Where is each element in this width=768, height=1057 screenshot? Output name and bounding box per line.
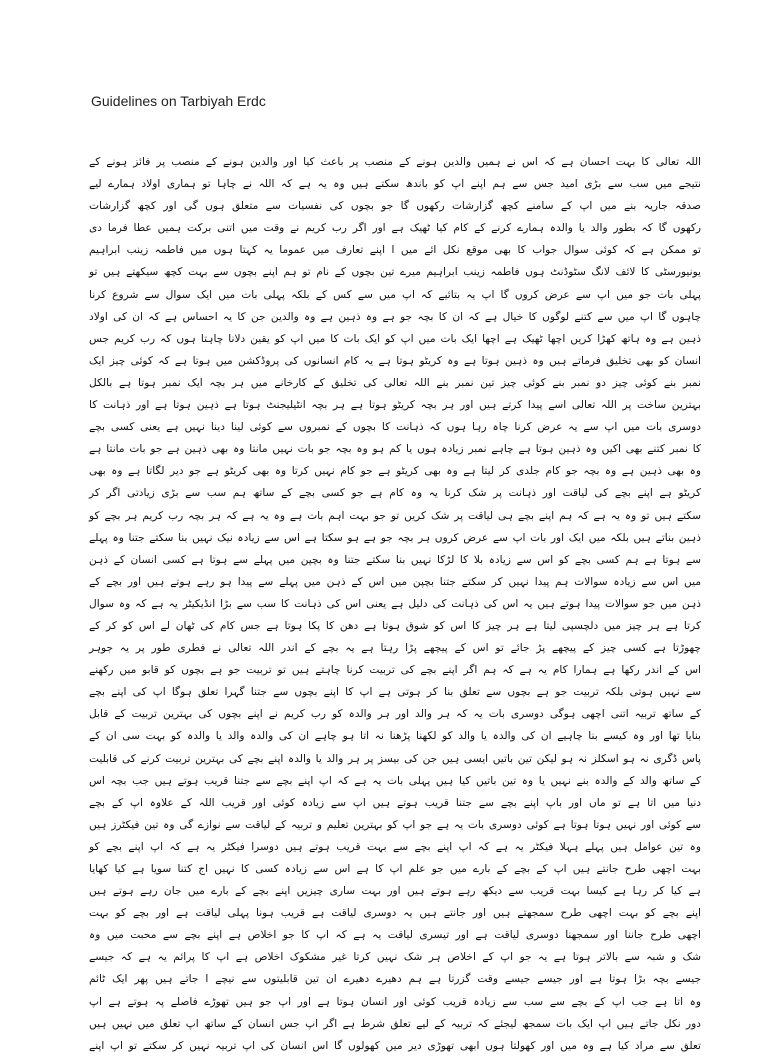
paragraph-line: یونیورسٹی کا لائف لانگ سٹوڈنٹ ہوں فاطمہ زینب ابراہیم میرے تین بچوں کے نام تو ہم اپنے بچوں سے بہت کچھ سیکھتے ہیں تو	[89, 266, 701, 279]
paragraph-line: پاس ڈگری نہ ہو اسکلز نہ ہو لیکن تین باتیں ایسی ہیں جن کی بیسز پر ہر والد یا والدہ اپنے بچے کی بہترین تربیت کرنے کی قابلیت	[89, 752, 701, 765]
paragraph-line: جیسے بچہ بڑا ہوتا ہے اور جیسے جیسے وقت گزرتا ہے ہم دھیرے دھیرے ان تین قابلیتوں سے نیچے ا جاتے ہیں پھر ایک ٹائم	[89, 973, 701, 986]
paragraph-line: اس کے اندر رکھا ہے ہمارا کام یہ ہے کہ ہم اگر اپنے بچے کی تربیت کرنا چاہتے ہیں تو تربیت جو ہے بچوں کو قابو میں رکھنے	[89, 664, 701, 677]
paragraph-line: سے ہوتا ہے ہم کسی بچے کو اس سے زیادہ بلا کا لڑکا نہیں بنا سکتے جتنا وہ بچپن میں پہلے سے ہوتا ہے کسی انسان کے ذہن	[89, 553, 701, 566]
paragraph-line: شک و شبہ سے بالاتر ہوتا ہے یہ جو اپ کے اخلاص ہر شک نہیں کرتا غیر مشکوک اخلاص ہے اپ کا پرائم یہ ہے کہ جیسے	[89, 951, 701, 964]
paragraph-line: انسان کو بھی تخلیق فرماتے ہیں وہ ذہین ہوتا ہے وہ کریٹو ہوتا ہے یہ کام انسانوں کی پروڈکشن میں ہوتا ہے کہ کوئی چیز ایک	[89, 354, 701, 367]
paragraph-line: رکھوں گا کہ بطور والد یا والدہ ہمارے کرنے کے کام کیا ٹھیک ہے اور اگر رب کریم نے وقت میں اتنی برکت ہمیں عطا فرما دی	[89, 222, 701, 235]
paragraph-line: کے ساتھ تربیہ اتنی اچھی ہوگی دوسری بات یہ کہ ہر والد اور ہر والدہ کو رب کریم نے اپنے بچوں کی بہترین تربیت کے قابل	[89, 708, 701, 721]
paragraph-line: کا نمبر کتنے بھی اکیں وہ ذہین ہوتا ہے چاہے نمبر زیادہ ہوں یا کم ہو وہ بچہ جو بات نہیں مانتا وہ بھی ذہین ہے جو بات مانتا ہے	[89, 443, 701, 456]
paragraph-line: سکتے ہیں تو وہ یہ ہے کہ ہم اپنے بچے ہی لیاقت پر شک کریں تو جو بہت اہم بات ہے وہ یہ ہے کہ ہر بچہ رب کریم ہر بچے کو	[89, 509, 701, 522]
paragraph-line: اپنے بچے کو بہت اچھی طرح سمجھتے ہیں اور جانتے ہیں یہ دوسری لیاقت ہے قریب ہونا پہلی لیاقت ہے اور بچے کو بہت	[89, 907, 701, 920]
paragraph-line: میں اس سے زیادہ سوالات ہم پیدا نہیں کر سکتے جتنا بچپن میں اس کے ذہن میں پہلے سے پیدا ہو رہے ہوتے ہیں اور بچے کے	[89, 575, 701, 588]
paragraph-line: صدقہ جاریہ بنے میں اپ کے سامنے کچھ گزارشات رکھوں گا جو بچوں کی نفسیات سے متعلق ہوں گی اور کچھ گزارشات	[89, 200, 701, 213]
paragraph-line: تعلق سے مراد کیا ہے وہ میں اور کھولتا ہوں ابھی تھوڑی دیر میں کھولوں گا اس انسان کی اپ تربیہ نہیں کر سکتے تو اپ اپنے	[89, 1039, 701, 1052]
paragraph-line: چھوڑتا ہے کسی چیز کے پیچھے پڑ جائے تو اس کے پیچھے پڑا رہتا ہے یہ بچے کے اندر اللہ تعالی نے فطری طور پر یہ جوہر	[89, 642, 701, 655]
paragraph-line: تو ممکن ہے کہ کوئی سوال جواب کا بھی موقع نکل ائے میں ا اپنے تعارف میں عموما یہ کہتا ہوں میں فاطمہ زینب ابراہیم	[89, 244, 701, 257]
paragraph-line: بہترین ساخت پر اللہ تعالی اسے پیدا کرتے ہیں اور ہر بچہ کریٹو ہوتا ہے ہر بچہ انٹیلیجنٹ ہوتا ہے ذہین ہوتا ہے اور ذہانت کا	[89, 399, 701, 412]
paragraph-line: ذہن میں جو سوالات پیدا ہوتے ہیں یہ اس کی ذہانت کی دلیل ہے یعنی اس کی ذہانت کا سب سے بڑا انڈیکیٹر یہ ہے کہ وہ سوال	[89, 597, 701, 610]
paragraph-line: نمبر بنے کوئی چیز دو نمبر بنے کوئی چیز تین نمبر بنے اللہ تعالی کی تخلیق کے کارخانے میں ہر بچہ ایک نمبر ہوتا ہے بالکل	[89, 376, 701, 389]
paragraph-line: دور نکل جاتے ہیں اپ ایک بات سمجھ لیجئے کہ تربیہ کے لیے تعلق شرط ہے اگر اپ جس انسان کے ساتھ اپ تعلق میں نہیں ہیں	[89, 1017, 701, 1030]
paragraph-line: دوسری بات میں اپ سے یہ عرض کرنا چاہ رہا ہوں کہ ذہانت کا بچوں کے نمبروں سے کوئی لینا دینا نہیں ہے یعنی کسی بچے	[89, 421, 701, 434]
paragraph-line: وہ تین عوامل ہیں پہلے ہہلا فیکٹر یہ ہے کہ اپ اپنے بچے سے بہت قریب ہوتے ہیں دوسرا فیکٹر یہ ہے کہ اپ اپنے بچے کو	[89, 840, 701, 853]
paragraph-line: وہ بھی ذہین ہے وہ بچہ جو کام جلدی کر لیتا ہے وہ بھی کریٹو ہے جو کام نہیں کرتا وہ بھی کریٹو ہے جو دیر لگاتا ہے وہ بھی	[89, 465, 701, 478]
paragraph-line: ہے کیا کر رہا ہے کیسا بہت قریب سے دیکھ رہے ہوتے ہیں اور بہت ساری چیزیں اپنے بچے کے بارے میں جان رہے ہوتے ہیں	[89, 885, 701, 898]
paragraph-line: کرتا ہے ہر چیز میں دلچسپی لیتا ہے ہر چیز کا اس کو شوق ہوتا ہے دھن کا پکا ہوتا ہے جس کام کی ٹھان لے اس کو کر کے	[89, 619, 701, 632]
paragraph-line: پہلی بات جو میں اپ سے عرض کروں گا اپ یہ بتائیے کہ اپ میں سے کس کے بلکہ پہلی بات میں ایک سوال سے شروع کرنا	[89, 288, 701, 301]
paragraph-line: سے کوئی اور نہیں ہوتا ہوتا ہے کوئی دوسری بات یہ ہے جو اپ کو بہترین تعلیم و تربیہ کے لیاقت سے نوازے گی وہ تین فیکٹرز ہیں	[89, 818, 701, 831]
paragraph-line: چاہوں گا اپ میں سے کتنے لوگوں کا خیال ہے کہ ان کا بچہ جو ہے وہ ذہین ہے وہ والدین جن کا یہ احساس ہے کہ ان کی اولاد	[89, 310, 701, 323]
paragraph-line: دنیا میں اتا ہے تو ماں اور باپ اپنے بچے سے جتنا قریب ہوتے ہیں اپ سے زیادہ کوئی اور قریب اللہ کے علاوہ اپ کے بچے	[89, 796, 701, 809]
paragraph-line: ذہین بناتے ہیں بلکہ میں ایک اور بات اپ سے عرض کروں ہر بچہ جو ہے ہو سکتا ہے اس سے زیادہ نیک نہیں بنا سکتے جتنا وہ پہلے	[89, 531, 701, 544]
paragraph-line: اچھی طرح جاننا اور سمجھنا دوسری لیاقت ہے اور تیسری لیاقت یہ ہے کہ اپ کا جو اخلاص ہے اپنے بچے سے محبت میں وہ	[89, 929, 701, 942]
paragraph-line: سے نہیں ہوتی بلکہ تربیت جو ہے بچوں سے تعلق بنا کر ہوتی ہے اپ کا اپنے بچوں سے جتنا گہرا تعلق ہوگا اپ کی اپنے بچے	[89, 686, 701, 699]
paragraph-line: کریٹو ہے اپنے بچے کی لیاقت اور ذہانت پر شک کرنا یہ وہ کام ہے جو کسی بچے کے ساتھ ہم سب سے بڑی زیادتی اگر کر	[89, 487, 701, 500]
paragraph-line: بنایا تھا اور وہ کیسے بنا چاہیے ان کی والدہ یا والد کو لکھنا پڑھنا نہ اتا ہو چاہے ان کی والدہ والد یا والدہ کو بہت سی ان کے	[89, 730, 701, 743]
paragraph-line: بہت اچھی طرح جانتے ہیں اپ کے بچے کے بارے میں جو علم اپ کا ہے اس سے زیادہ کسی کا نہیں اج کتنا سویا ہے کیا کھایا	[89, 863, 701, 875]
document-title: Guidelines on Tarbiyah Erdc	[91, 93, 266, 109]
paragraph-line: وہ اتا ہے جب اپ کے بچے سے سب سے زیادہ قریب کوئی اور انسان ہوتا ہے اور اپ جو ہیں تھوڑے فاصلے پہ ہوتے ہے اپ	[89, 995, 701, 1008]
paragraph-line: اللہ تعالی کا بہت احسان ہے کہ اس نے ہمیں والدین ہونے کے منصب پر باعث کیا اور والدین ہونے کے منصب پر فائز ہونے کے	[89, 156, 701, 168]
paragraph-line: ذہین ہے وہ ہاتھ کھڑا کریں اچھا ٹھیک ہے اچھا ایک بات میں اپ کو ایک بات کا میں اپ کو یقین دلانا چاہتا ہوں کہ رب کریم جس	[89, 332, 701, 345]
paragraph-line: نتیجے میں سب سے بڑی امید جس سے ہم اپنے اپ کو باندھ سکتے ہیں وہ یہ ہے کہ اللہ نے چاہا تو ہماری اولاد ہمارے لیے	[89, 178, 701, 191]
paragraph-line: کے ساتھ والد کے والدہ بنے نہیں یا وہ تین باتیں کیا ہیں پہلی بات یہ ہے کہ اپ اپنے بچے سے جتنا قریب ہوتے ہیں جب بچہ اس	[89, 774, 701, 787]
document-body	[89, 151, 701, 1052]
